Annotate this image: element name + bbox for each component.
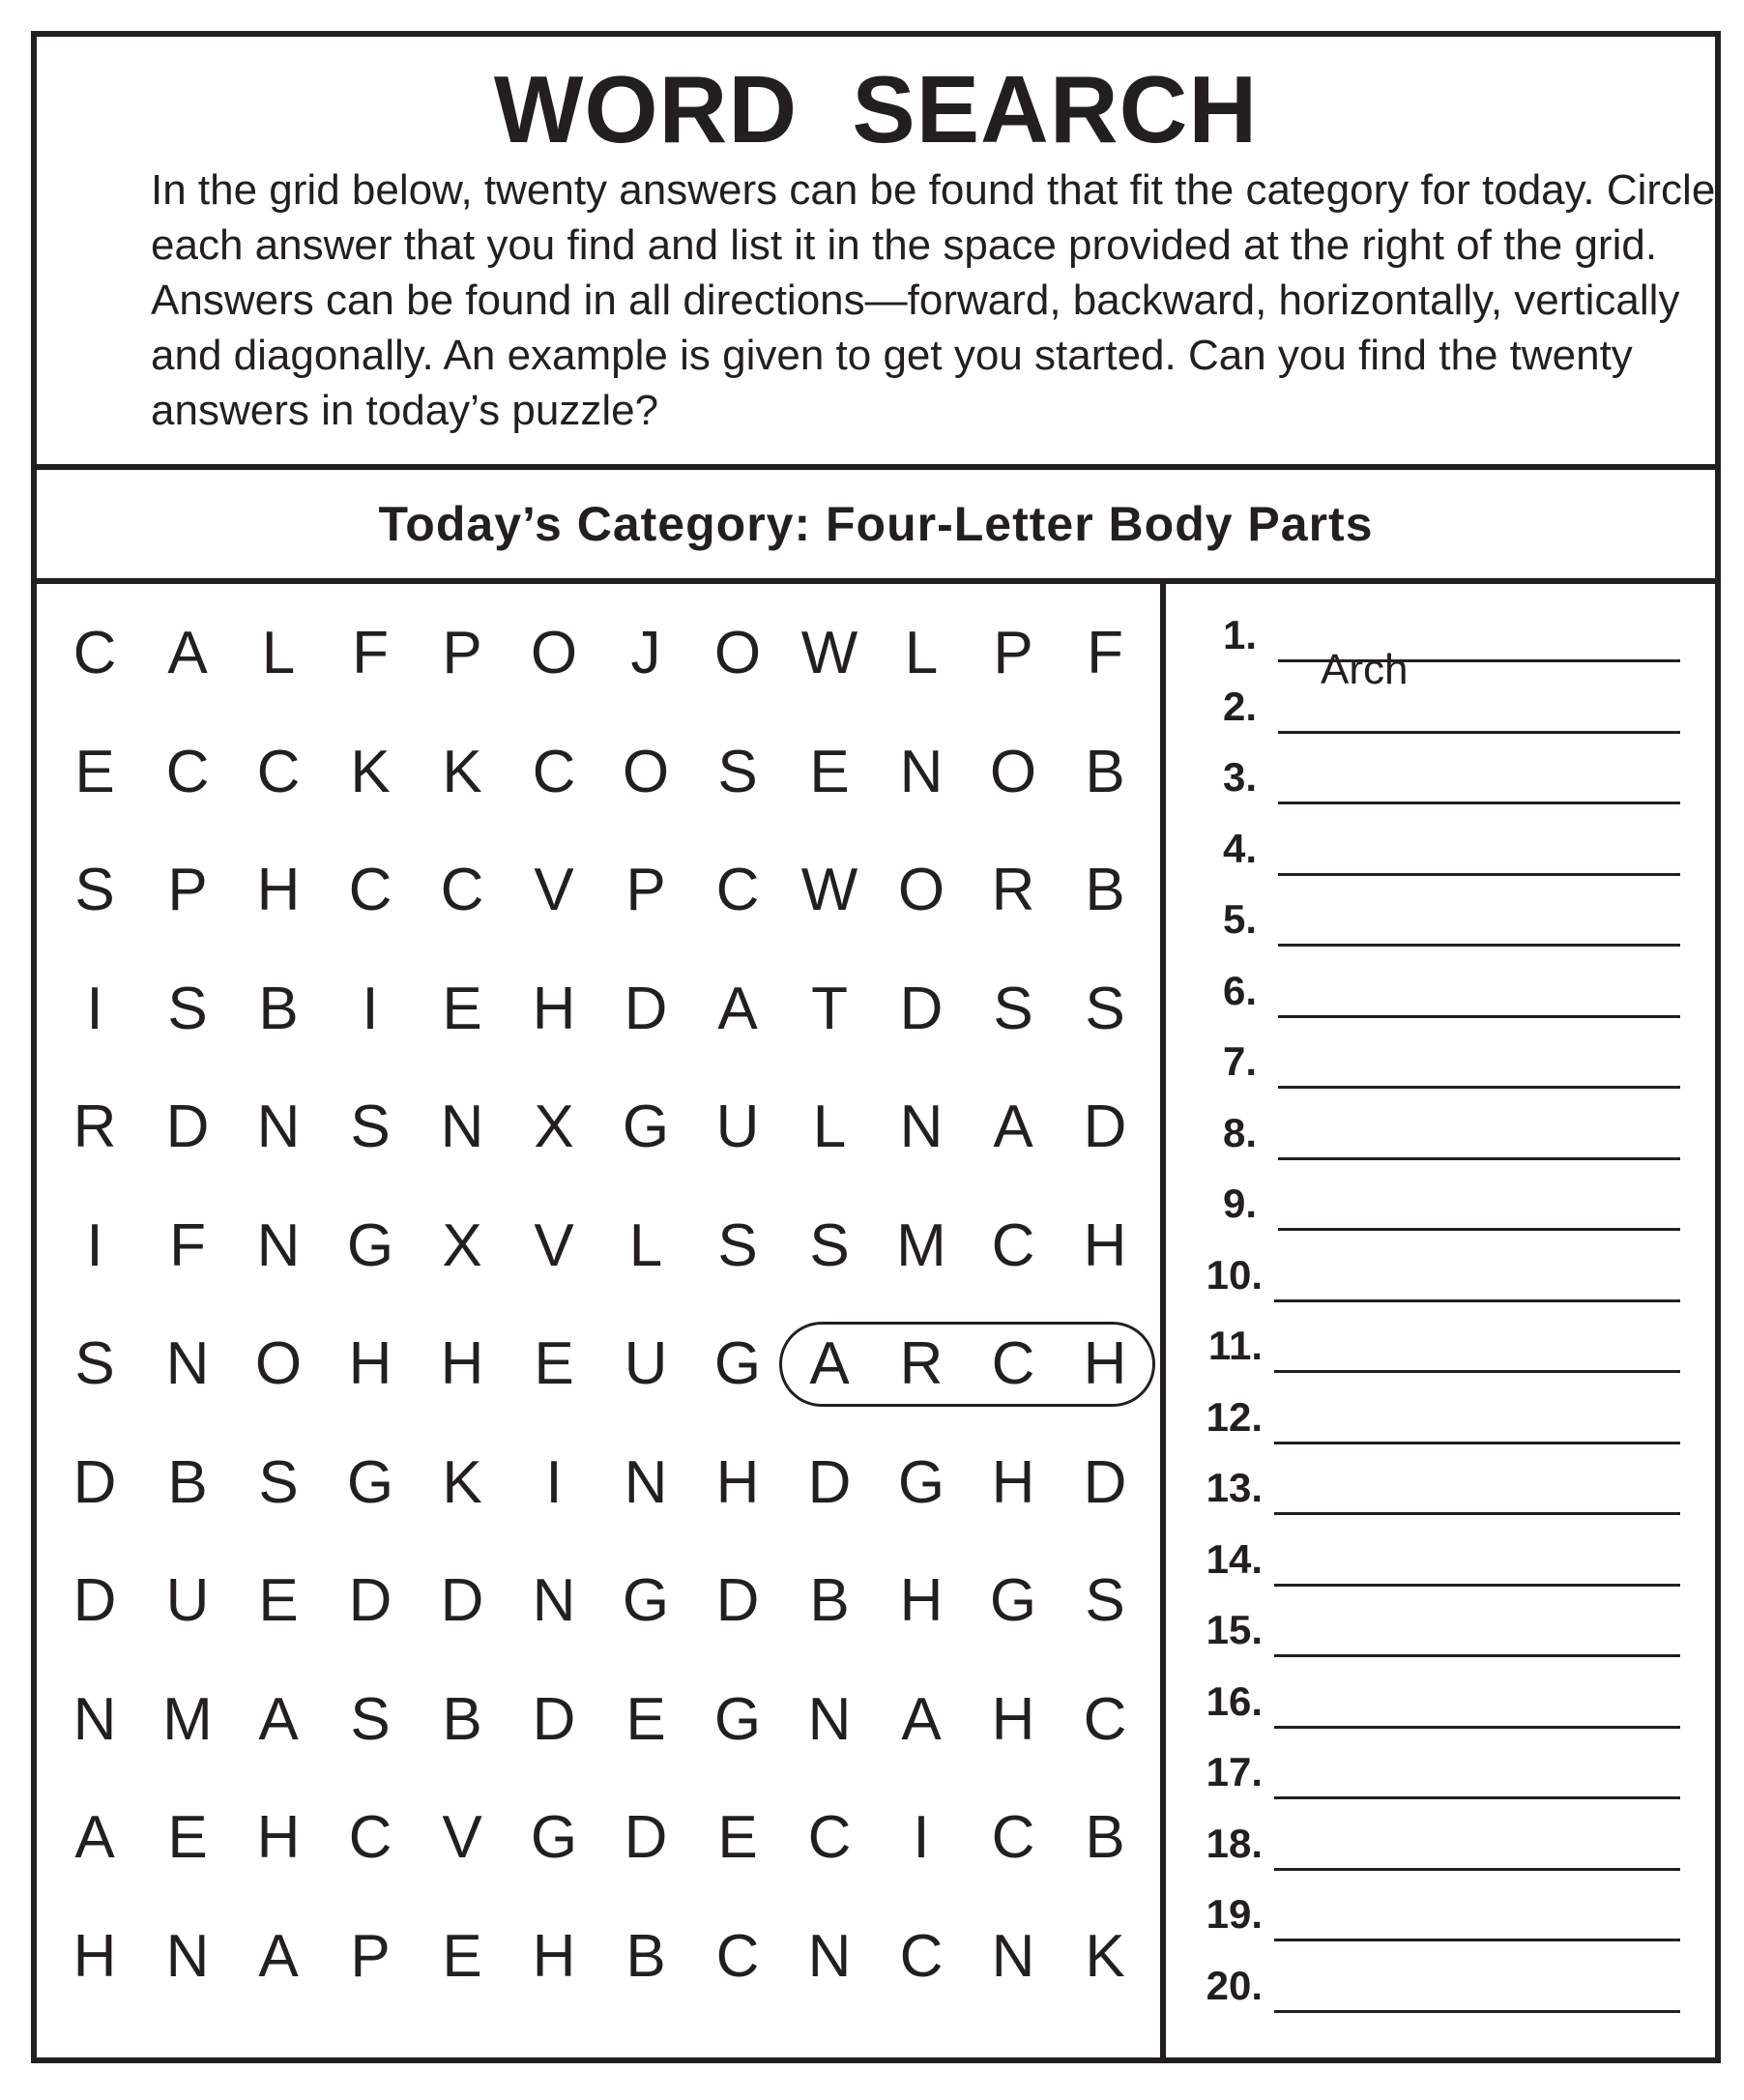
- grid-letter[interactable]: X: [442, 1211, 482, 1279]
- answer-blank-line[interactable]: [1278, 646, 1680, 693]
- answer-blank-line[interactable]: [1278, 873, 1680, 876]
- grid-letter[interactable]: D: [440, 1567, 484, 1634]
- answer-number: 20.: [1206, 1962, 1263, 2008]
- answer-row: [1166, 1030, 1715, 1097]
- grid-letter[interactable]: G: [897, 1448, 945, 1516]
- grid-letter[interactable]: S: [74, 857, 115, 923]
- answer-blank-line[interactable]: [1274, 1796, 1680, 1799]
- grid-letter[interactable]: D: [73, 1448, 117, 1516]
- grid-letter[interactable]: K: [1085, 1922, 1125, 1990]
- answer-number: 18.: [1206, 1820, 1263, 1866]
- grid-letter[interactable]: K: [442, 1448, 482, 1516]
- grid-letter[interactable]: S: [717, 1211, 758, 1279]
- answer-row: [1166, 888, 1715, 955]
- grid-letter[interactable]: H: [991, 1448, 1035, 1516]
- grid-letter[interactable]: E: [442, 1922, 482, 1990]
- grid-letter[interactable]: P: [442, 620, 482, 686]
- answer-blank-line[interactable]: [1274, 1726, 1680, 1729]
- answer-row: [1166, 1243, 1715, 1311]
- grid-letter[interactable]: R: [991, 857, 1035, 923]
- answer-row: [1166, 1385, 1715, 1453]
- grid-letter[interactable]: E: [625, 1685, 666, 1753]
- grid-letter[interactable]: G: [622, 1094, 670, 1160]
- grid-letter[interactable]: W: [800, 857, 858, 923]
- grid-letter[interactable]: G: [713, 1330, 762, 1397]
- grid-letter[interactable]: S: [809, 1211, 850, 1279]
- grid-letter[interactable]: V: [534, 857, 574, 923]
- grid-letter[interactable]: C: [991, 1211, 1035, 1279]
- grid-letter[interactable]: E: [167, 1804, 208, 1871]
- grid-letter[interactable]: A: [258, 1685, 299, 1753]
- answer-row: [1166, 1528, 1715, 1595]
- grid-letter[interactable]: A: [901, 1685, 942, 1753]
- grid-letter[interactable]: B: [1085, 857, 1125, 923]
- answer-number: 10.: [1206, 1251, 1263, 1298]
- grid-letter[interactable]: G: [713, 1685, 762, 1753]
- grid-letter[interactable]: I: [362, 975, 379, 1042]
- answer-blank-line[interactable]: [1274, 1512, 1680, 1515]
- grid-letter[interactable]: S: [1085, 975, 1125, 1042]
- grid-letter[interactable]: S: [350, 1094, 391, 1160]
- grid-letter[interactable]: O: [254, 1330, 303, 1397]
- answer-number: 7.: [1222, 1038, 1257, 1084]
- grid-letter[interactable]: K: [442, 738, 482, 805]
- grid-letter[interactable]: A: [809, 1330, 850, 1397]
- grid-letter[interactable]: J: [630, 620, 661, 686]
- grid-letter[interactable]: G: [346, 1211, 394, 1279]
- grid-letter[interactable]: O: [713, 620, 762, 686]
- grid-letter[interactable]: N: [807, 1922, 852, 1990]
- grid-letter[interactable]: M: [162, 1685, 213, 1753]
- answer-row: [1166, 1598, 1715, 1666]
- grid-letter[interactable]: F: [1087, 620, 1123, 686]
- grid-letter[interactable]: B: [1085, 738, 1125, 805]
- grid-letter[interactable]: P: [350, 1922, 391, 1990]
- grid-letter[interactable]: K: [350, 738, 391, 805]
- grid-letter[interactable]: D: [1083, 1448, 1127, 1516]
- grid-letter[interactable]: H: [715, 1448, 760, 1516]
- grid-letter[interactable]: N: [440, 1094, 484, 1160]
- category-heading: Today’s Category: Four-Letter Body Parts: [37, 470, 1715, 584]
- grid-letter[interactable]: H: [1083, 1211, 1127, 1279]
- answer-row: [1166, 1456, 1715, 1524]
- answer-number: 13.: [1206, 1465, 1263, 1510]
- grid-letter[interactable]: N: [256, 1094, 301, 1160]
- grid-letter[interactable]: N: [807, 1685, 852, 1753]
- grid-letter[interactable]: V: [442, 1804, 482, 1871]
- grid-letter[interactable]: E: [74, 738, 115, 805]
- grid-letter[interactable]: B: [258, 975, 299, 1042]
- answer-row: [1166, 1812, 1715, 1880]
- grid-letter[interactable]: C: [256, 738, 301, 805]
- grid-letter[interactable]: O: [989, 738, 1037, 805]
- grid-letter[interactable]: C: [73, 620, 117, 686]
- grid-letter[interactable]: N: [899, 738, 944, 805]
- grid-letter[interactable]: V: [534, 1211, 574, 1279]
- answer-blank-line[interactable]: [1274, 1868, 1680, 1871]
- grid-letter[interactable]: G: [989, 1567, 1037, 1634]
- answer-row: [1166, 1670, 1715, 1737]
- grid-letter[interactable]: T: [811, 975, 848, 1042]
- example-answer-circle: [779, 1322, 1155, 1407]
- answer-blank-line[interactable]: [1274, 1299, 1680, 1302]
- grid-letter[interactable]: D: [73, 1567, 117, 1634]
- grid-letter[interactable]: N: [256, 1211, 301, 1279]
- grid-letter[interactable]: H: [256, 857, 301, 923]
- grid-letter[interactable]: E: [534, 1330, 574, 1397]
- grid-letter[interactable]: C: [807, 1804, 852, 1871]
- answer-number: 17.: [1206, 1749, 1263, 1794]
- answer-number: 5.: [1222, 896, 1257, 942]
- grid-letter[interactable]: N: [165, 1922, 210, 1990]
- grid-letter[interactable]: D: [1083, 1094, 1127, 1160]
- grid-letter[interactable]: E: [258, 1567, 299, 1634]
- grid-letter[interactable]: H: [1083, 1330, 1127, 1397]
- grid-letter[interactable]: U: [624, 1330, 668, 1397]
- answer-row: [1166, 1172, 1715, 1240]
- grid-letter[interactable]: A: [74, 1804, 115, 1871]
- grid-letter[interactable]: A: [717, 975, 758, 1042]
- grid-letter[interactable]: F: [352, 620, 389, 686]
- grid-letter[interactable]: E: [809, 738, 850, 805]
- puzzle-frame: [31, 31, 1721, 2063]
- grid-letter[interactable]: A: [993, 1094, 1033, 1160]
- grid-letter[interactable]: S: [993, 975, 1033, 1042]
- grid-letter[interactable]: O: [897, 857, 945, 923]
- grid-letter[interactable]: C: [348, 1804, 392, 1871]
- answer-blank-line[interactable]: [1278, 731, 1680, 734]
- answer-blank-line[interactable]: [1278, 1157, 1680, 1160]
- answer-list: [1166, 584, 1715, 2063]
- grid-letter[interactable]: N: [899, 1094, 944, 1160]
- answer-row: [1166, 675, 1715, 743]
- grid-letter[interactable]: D: [165, 1094, 210, 1160]
- grid-letter[interactable]: C: [1083, 1685, 1127, 1753]
- grid-letter[interactable]: O: [622, 738, 670, 805]
- grid-letter[interactable]: N: [532, 1567, 576, 1634]
- answer-row: [1166, 817, 1715, 885]
- grid-letter[interactable]: C: [532, 738, 576, 805]
- instructions-text: In the grid below, twenty answers can be found that fit the category for today. Circle each answer that you find and list it in the space provided at the right of the grid. Answers can be found in all directions—forward, backward, horizontally, vertically and diagonally. An example is given to get you started. Can you find the twenty answers in today’s puzzle?: [151, 166, 1716, 434]
- grid-letter[interactable]: P: [993, 620, 1033, 686]
- grid-letter[interactable]: L: [628, 1211, 663, 1279]
- answer-row: [1166, 603, 1715, 693]
- answer-blank-line[interactable]: [1278, 1086, 1680, 1089]
- grid-letter[interactable]: C: [348, 857, 392, 923]
- grid-letter[interactable]: F: [169, 1211, 206, 1279]
- grid-letter[interactable]: O: [530, 620, 578, 686]
- grid-letter[interactable]: S: [350, 1685, 391, 1753]
- answer-number: 15.: [1206, 1607, 1263, 1652]
- answer-row: [1166, 1314, 1715, 1382]
- grid-letter[interactable]: I: [86, 1211, 103, 1279]
- grid-letter[interactable]: U: [715, 1094, 760, 1160]
- grid-letter[interactable]: H: [991, 1685, 1035, 1753]
- grid-letter[interactable]: B: [442, 1685, 482, 1753]
- answer-row: [1166, 1882, 1715, 1950]
- grid-letter[interactable]: X: [534, 1094, 574, 1160]
- grid-letter[interactable]: N: [624, 1448, 668, 1516]
- answer-number: 3.: [1222, 754, 1257, 800]
- answer-number: 16.: [1206, 1677, 1263, 1724]
- grid-letter[interactable]: L: [904, 620, 939, 686]
- answer-number: 11.: [1207, 1323, 1263, 1368]
- grid-letter[interactable]: N: [991, 1922, 1035, 1990]
- grid-letter[interactable]: B: [809, 1567, 850, 1634]
- grid-letter[interactable]: G: [530, 1804, 578, 1871]
- grid-letter[interactable]: E: [717, 1804, 758, 1871]
- grid-letter[interactable]: H: [532, 1922, 576, 1990]
- grid-letter[interactable]: C: [991, 1804, 1035, 1871]
- grid-letter[interactable]: U: [165, 1567, 210, 1634]
- grid-letter[interactable]: C: [440, 857, 484, 923]
- answer-blank-line[interactable]: [1274, 1370, 1680, 1373]
- answer-number: 8.: [1222, 1109, 1257, 1155]
- grid-letter[interactable]: C: [165, 738, 210, 805]
- answer-blank-line[interactable]: [1274, 1442, 1680, 1444]
- grid-letter[interactable]: H: [348, 1330, 392, 1397]
- answer-row: [1166, 745, 1715, 813]
- answer-number: 14.: [1206, 1535, 1263, 1582]
- answer-blank-line[interactable]: [1278, 944, 1680, 947]
- grid-letter[interactable]: I: [86, 975, 103, 1042]
- grid-letter[interactable]: D: [899, 975, 944, 1042]
- answer-row: [1166, 1954, 1715, 2022]
- grid-letter[interactable]: H: [532, 975, 576, 1042]
- grid-letter[interactable]: C: [715, 1922, 760, 1990]
- grid-letter[interactable]: S: [167, 975, 208, 1042]
- grid-letter[interactable]: W: [800, 620, 858, 686]
- grid-letter[interactable]: L: [261, 620, 296, 686]
- answer-number: 4.: [1222, 825, 1257, 871]
- answer-blank-line[interactable]: [1278, 1015, 1680, 1018]
- grid-letter[interactable]: C: [715, 857, 760, 923]
- grid-letter[interactable]: D: [624, 975, 668, 1042]
- grid-letter[interactable]: G: [622, 1567, 670, 1634]
- grid-letter[interactable]: S: [74, 1330, 115, 1397]
- grid-letter[interactable]: B: [1085, 1804, 1125, 1871]
- grid-letter[interactable]: R: [73, 1094, 117, 1160]
- grid-letter[interactable]: S: [258, 1448, 299, 1516]
- puzzle-header: [37, 37, 1715, 470]
- answer-blank-line[interactable]: [1274, 1584, 1680, 1587]
- grid-letter[interactable]: C: [899, 1922, 944, 1990]
- grid-letter[interactable]: L: [812, 1094, 847, 1160]
- grid-letter[interactable]: D: [807, 1448, 852, 1516]
- grid-letter[interactable]: H: [256, 1804, 301, 1871]
- answer-blank-line[interactable]: [1278, 802, 1680, 804]
- answer-number: 19.: [1206, 1891, 1263, 1937]
- grid-letter[interactable]: B: [167, 1448, 208, 1516]
- grid-letter[interactable]: N: [165, 1330, 210, 1397]
- grid-letter[interactable]: D: [348, 1567, 392, 1634]
- grid-letter[interactable]: D: [715, 1567, 760, 1634]
- grid-letter[interactable]: I: [545, 1448, 563, 1516]
- answer-blank-line[interactable]: [1274, 2010, 1680, 2013]
- answer-blank-line[interactable]: [1278, 1228, 1680, 1231]
- answer-number: 12.: [1206, 1393, 1263, 1440]
- grid-letter[interactable]: I: [913, 1804, 930, 1871]
- grid-letter[interactable]: B: [625, 1922, 666, 1990]
- grid-letter[interactable]: P: [167, 857, 208, 923]
- grid-letter[interactable]: A: [258, 1922, 299, 1990]
- grid-letter[interactable]: E: [442, 975, 482, 1042]
- answer-number: 9.: [1222, 1181, 1257, 1226]
- grid-letter[interactable]: P: [625, 857, 666, 923]
- answer-number: 1.: [1222, 612, 1257, 657]
- answer-blank-line[interactable]: [1274, 1939, 1680, 1941]
- letter-grid: [37, 584, 1166, 2063]
- page-title: WORD SEARCH: [493, 56, 1259, 162]
- answer-row: [1166, 1101, 1715, 1169]
- grid-letter[interactable]: D: [624, 1804, 668, 1871]
- answer-row: [1166, 959, 1715, 1027]
- answer-number: 6.: [1222, 967, 1257, 1013]
- answer-number: 2.: [1222, 683, 1257, 729]
- grid-letter[interactable]: A: [167, 620, 208, 686]
- grid-letter[interactable]: H: [440, 1330, 484, 1397]
- grid-letter[interactable]: R: [899, 1330, 944, 1397]
- grid-letter[interactable]: S: [717, 738, 758, 805]
- grid-letter[interactable]: G: [346, 1448, 394, 1516]
- grid-letter[interactable]: C: [991, 1330, 1035, 1397]
- grid-letter[interactable]: H: [899, 1567, 944, 1634]
- answer-row: [1166, 1740, 1715, 1808]
- grid-letter[interactable]: D: [532, 1685, 576, 1753]
- grid-letter[interactable]: H: [73, 1922, 117, 1990]
- grid-letter[interactable]: N: [73, 1685, 117, 1753]
- grid-letter[interactable]: M: [896, 1211, 946, 1279]
- answer-text: Arch: [1321, 646, 1409, 693]
- answer-blank-line[interactable]: [1274, 1654, 1680, 1657]
- grid-letter[interactable]: S: [1085, 1567, 1125, 1634]
